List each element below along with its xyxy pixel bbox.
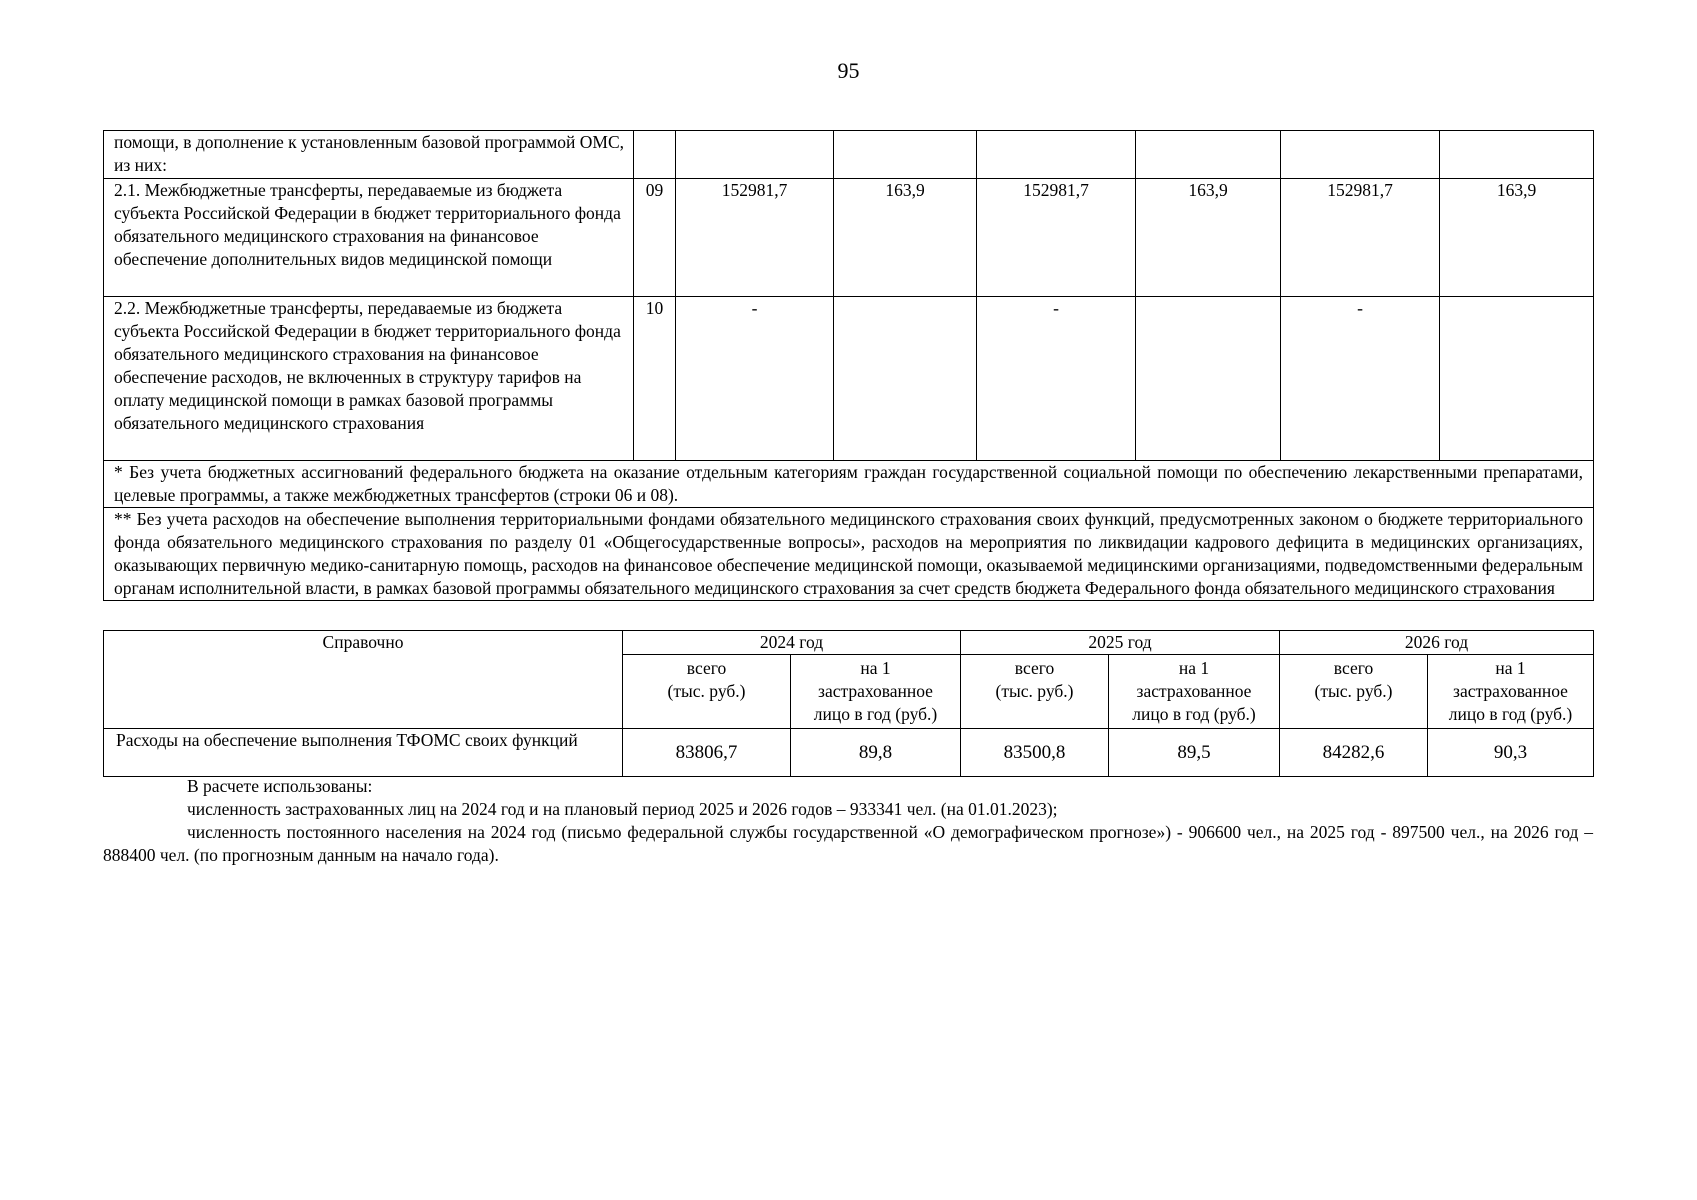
- column-header-per-person: [1109, 655, 1280, 729]
- column-header-line: всего: [686, 658, 727, 678]
- cell-value: [1440, 131, 1594, 179]
- cell-value: [1440, 297, 1594, 461]
- row-code: [634, 131, 676, 179]
- year-header: 2024 год: [623, 631, 961, 655]
- cell-value: 152981,7: [1281, 179, 1440, 297]
- table-row: [104, 297, 1594, 461]
- cell-value: -: [1281, 297, 1440, 461]
- row-description: помощи, в дополнение к установленным базовой программой ОМС, из них:: [104, 131, 634, 179]
- cell-value: [1281, 131, 1440, 179]
- column-header-total: [961, 655, 1109, 729]
- cell-value: 152981,7: [977, 179, 1136, 297]
- column-header-line: на 1: [1178, 658, 1210, 678]
- row-code: 09: [634, 179, 676, 297]
- row-code: 10: [634, 297, 676, 461]
- table-row: [104, 729, 1594, 777]
- budget-table: [103, 130, 1594, 601]
- cell-value: [676, 131, 834, 179]
- column-header-line: (тыс. руб.): [667, 681, 746, 701]
- cell-value: 89,5: [1109, 729, 1280, 777]
- notes-line: численность застрахованных лиц на 2024 год и на плановый период 2025 и 2026 годов – 933341 чел. (на 01.01.2023);: [187, 799, 1058, 819]
- cell-value: 83500,8: [961, 729, 1109, 777]
- cell-value: 163,9: [1136, 179, 1281, 297]
- row-description: 2.2. Межбюджетные трансферты, передаваемые из бюджета субъекта Российской Федерации в бюджет территориального фонда обязательного медицинского страхования на финансовое обеспечение расходов, не включенных в структуру тарифов на оплату медицинской помощи в рамках базовой программы обязательного медицинского страхования: [104, 297, 634, 461]
- footnote-double-star: ** Без учета расходов на обеспечение выполнения территориальными фондами обязательного медицинского страхования своих функций, предусмотренных законом о бюджете территориального фонда обязательного медицинского страхования по разделу 01 «Общегосударственные вопросы», расходов на мероприятия по ликвидации кадрового дефицита в медицинских организациях, оказывающих первичную медико-санитарную помощь, расходов на финансовое обеспечение медицинской помощи, оказываемой медицинскими организациями, подведомственными федеральным органам исполнительной власти, в рамках базовой программы обязательного медицинского страхования за счет средств бюджета Федерального фонда обязательного медицинского страхования: [104, 508, 1594, 601]
- column-header-line: лицо в год (руб.): [1448, 704, 1573, 724]
- reference-header-row: [104, 631, 1594, 655]
- cell-value: [1136, 297, 1281, 461]
- footnote-row: [104, 461, 1594, 508]
- year-header: 2025 год: [961, 631, 1280, 655]
- footnote-single-star: * Без учета бюджетных ассигнований федерального бюджета на оказание отдельным категориям граждан государственной социальной помощи по обеспечению лекарственными препаратами, целевые программы, а также межбюджетных трансфертов (строки 06 и 08).: [104, 461, 1594, 508]
- reference-table: [103, 630, 1594, 777]
- cell-value: [1136, 131, 1281, 179]
- column-header-total: [1280, 655, 1428, 729]
- notes-line: численность постоянного населения на 2024 год (письмо федеральной службы государственной «О демографическом прогнозе») - 906600 чел., на 2025 год - 897500 чел., на 2026 год – 888400 чел. (по прогнозным данным на начало года).: [103, 822, 1593, 865]
- year-header: 2026 год: [1280, 631, 1594, 655]
- column-header-line: застрахованное: [818, 681, 933, 701]
- column-header-line: застрахованное: [1136, 681, 1252, 701]
- column-header-total: [623, 655, 791, 729]
- column-header-per-person: [1428, 655, 1594, 729]
- cell-value: 90,3: [1428, 729, 1594, 777]
- column-header-line: на 1: [1495, 658, 1526, 678]
- cell-value: [977, 131, 1136, 179]
- cell-value: 83806,7: [623, 729, 791, 777]
- cell-value: [834, 297, 977, 461]
- column-header-line: (тыс. руб.): [995, 681, 1074, 701]
- table-row: [104, 131, 1594, 179]
- cell-value: -: [676, 297, 834, 461]
- cell-value: 152981,7: [676, 179, 834, 297]
- row-label: Расходы на обеспечение выполнения ТФОМС своих функций: [104, 729, 623, 777]
- column-header-line: (тыс. руб.): [1314, 681, 1393, 701]
- cell-value: 84282,6: [1280, 729, 1428, 777]
- column-header-line: лицо в год (руб.): [813, 704, 938, 724]
- column-header-line: лицо в год (руб.): [1132, 704, 1256, 724]
- cell-value: 163,9: [1440, 179, 1594, 297]
- column-header-line: всего: [1333, 658, 1374, 678]
- cell-value: 89,8: [791, 729, 961, 777]
- footnote-row: [104, 508, 1594, 601]
- notes-heading: В расчете использованы:: [187, 776, 373, 796]
- reference-label: Справочно: [104, 631, 623, 729]
- calculation-notes: [103, 775, 1593, 867]
- column-header-per-person: [791, 655, 961, 729]
- cell-value: [834, 131, 977, 179]
- cell-value: -: [977, 297, 1136, 461]
- table-row: [104, 179, 1594, 297]
- row-description: 2.1. Межбюджетные трансферты, передаваемые из бюджета субъекта Российской Федерации в бюджет территориального фонда обязательного медицинского страхования на финансовое обеспечение дополнительных видов медицинской помощи: [104, 179, 634, 297]
- cell-value: 163,9: [834, 179, 977, 297]
- column-header-line: на 1: [860, 658, 891, 678]
- page-number: 95: [837, 58, 860, 83]
- column-header-line: всего: [1014, 658, 1055, 678]
- column-header-line: застрахованное: [1453, 681, 1568, 701]
